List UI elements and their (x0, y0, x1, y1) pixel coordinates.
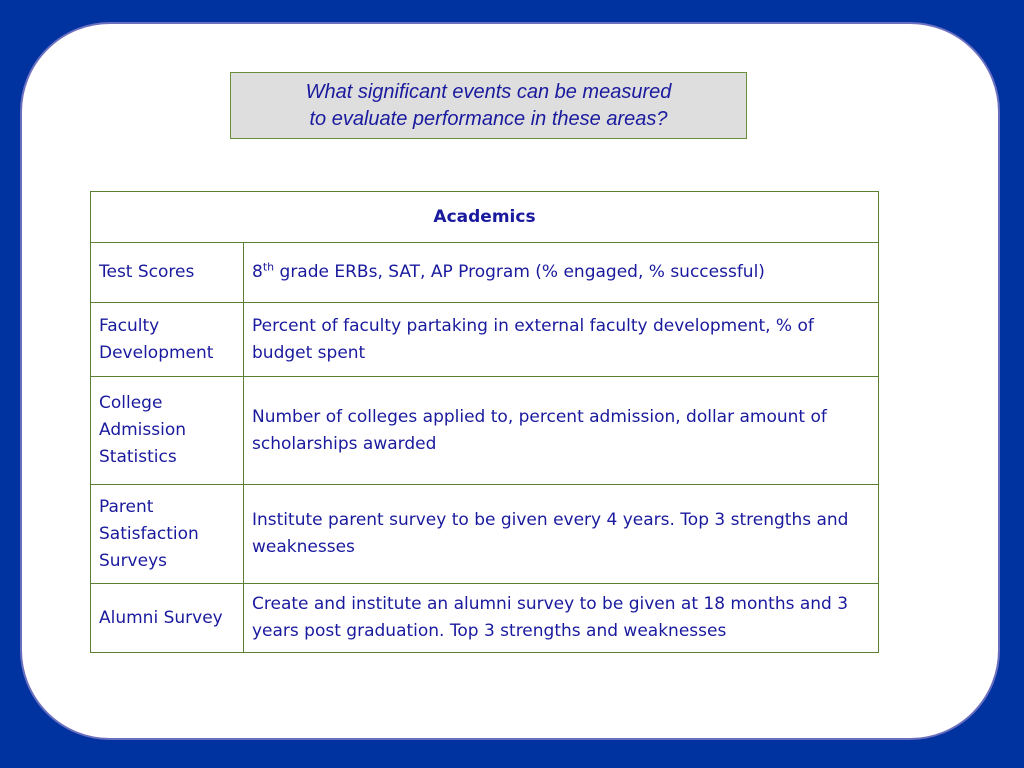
metric-cell: College Admission Statistics (91, 377, 244, 485)
table-header: Academics (91, 192, 879, 243)
description-cell: Create and institute an alumni survey to be given at 18 months and 3 years post graduation. Top 3 strengths and weaknesses (244, 584, 879, 653)
table-row (91, 303, 879, 377)
question-line-1: What significant events can be measured (305, 80, 672, 103)
description-superscript: th (262, 260, 275, 274)
question-box (230, 72, 747, 139)
table-row (91, 485, 879, 584)
table-row (91, 243, 879, 303)
question-line-2: to evaluate performance in these areas? (309, 107, 668, 130)
table-row (91, 377, 879, 485)
table-row (91, 584, 879, 653)
metric-cell: Parent Satisfaction Surveys (91, 485, 244, 584)
description-cell (244, 243, 879, 303)
description-cell: Percent of faculty partaking in external faculty development, % of budget spent (244, 303, 879, 377)
metric-cell: Faculty Development (91, 303, 244, 377)
description-cell: Number of colleges applied to, percent admission, dollar amount of scholarships awarded (244, 377, 879, 485)
description-text: grade ERBs, SAT, AP Program (% engaged, % successful) (274, 262, 765, 282)
metric-cell: Test Scores (91, 243, 244, 303)
table-header-row (91, 192, 879, 243)
description-prefix: 8 (252, 262, 263, 282)
academics-table (90, 191, 879, 653)
description-cell: Institute parent survey to be given every 4 years. Top 3 strengths and weaknesses (244, 485, 879, 584)
metric-cell: Alumni Survey (91, 584, 244, 653)
